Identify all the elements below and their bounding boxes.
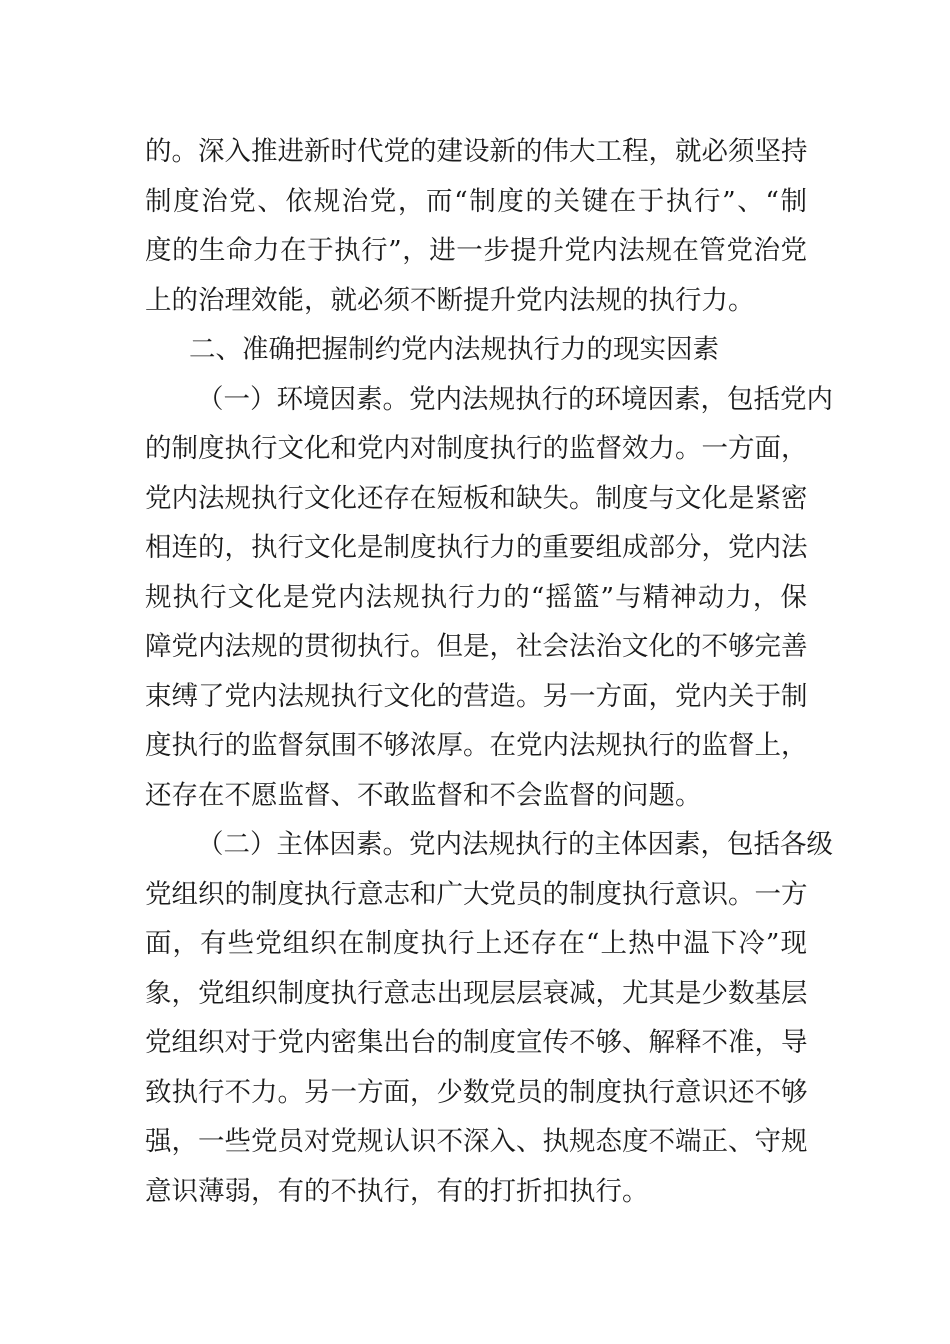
text-line: 强，一些党员对党规认识不深入、执规态度不端正、守规 [145, 1126, 808, 1157]
text-line: 制度治党、依规治党，而“制度的关键在于执行”、“制 [145, 185, 807, 217]
text-line: 规执行文化是党内法规执行力的“摇篮”与精神动力，保 [145, 581, 807, 613]
text-line: 党组织对于党内密集出台的制度宣传不够、解释不准，导 [145, 1027, 808, 1058]
text-line: 束缚了党内法规执行文化的营造。另一方面，党内关于制 [145, 680, 808, 712]
text-line: 的。深入推进新时代党的建设新的伟大工程，就必须坚持 [145, 136, 808, 167]
text-line: 度执行的监督氛围不够浓厚。在党内法规执行的监督上， [145, 730, 808, 761]
text-line: 上的治理效能，就必须不断提升党内法规的执行力。 [145, 284, 755, 316]
text-line: 象，党组织制度执行意志出现层层衰减，尤其是少数基层 [145, 977, 808, 1009]
body-text [145, 127, 833, 1216]
text-line: 相连的，执行文化是制度执行力的重要组成部分，党内法 [145, 532, 808, 563]
section-heading: 二、准确把握制约党内法规执行力的现实因素 [189, 334, 719, 365]
text-line: 致执行不力。另一方面，少数党员的制度执行意识还不够 [145, 1076, 808, 1108]
text-line: 还存在不愿监督、不敢监督和不会监督的问题。 [145, 779, 702, 811]
text-line: 障党内法规的贯彻执行。但是，社会法治文化的不够完善 [145, 631, 808, 662]
text-line: 意识薄弱，有的不执行，有的打折扣执行。 [145, 1175, 649, 1207]
text-line: 面，有些党组织在制度执行上还存在“上热中温下冷”现 [145, 928, 807, 959]
paragraph-start-line: （二）主体因素。党内法规执行的主体因素，包括各级 [197, 829, 833, 860]
text-line: 度的生命力在于执行”，进一步提升党内法规在管党治党 [145, 235, 807, 266]
text-line: 党组织的制度执行意志和广大党员的制度执行意识。一方 [145, 878, 808, 910]
text-line: 党内法规执行文化还存在短板和缺失。制度与文化是紧密 [145, 482, 808, 514]
paragraph-start-line: （一）环境因素。党内法规执行的环境因素，包括党内 [197, 383, 833, 415]
text-line: 的制度执行文化和党内对制度执行的监督效力。一方面， [145, 433, 808, 464]
